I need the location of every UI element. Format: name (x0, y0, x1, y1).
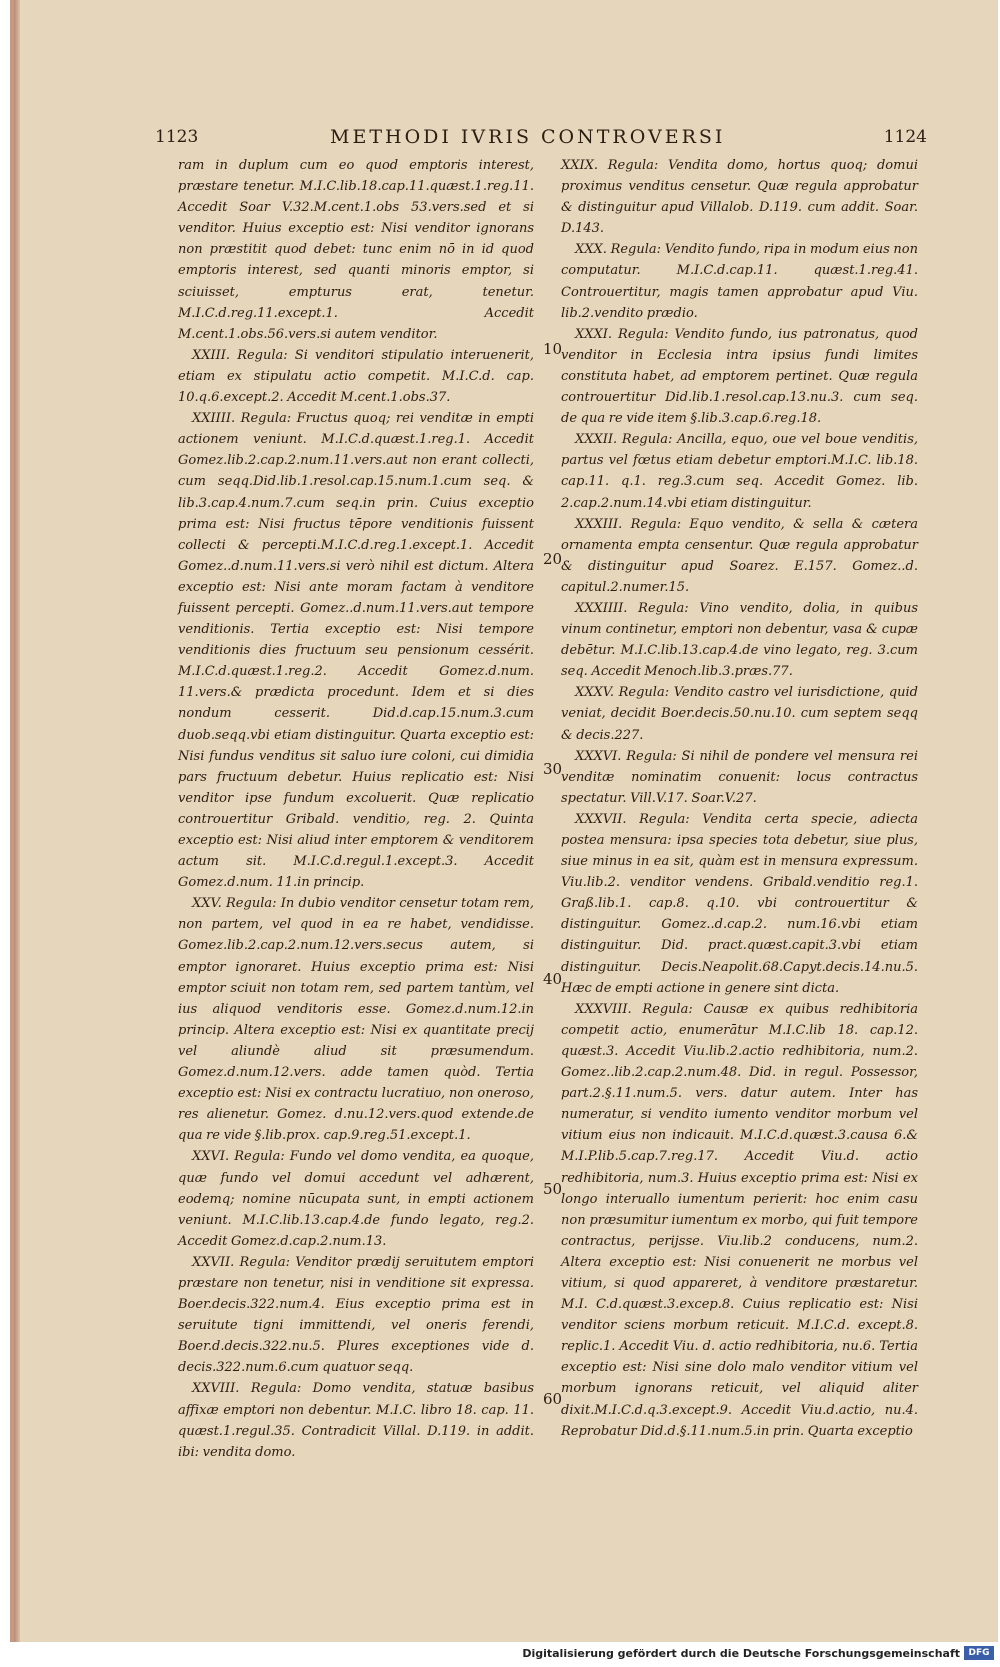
line-number: 50 (543, 1180, 563, 1198)
footer-bar (0, 1642, 1000, 1667)
right-text-column (561, 155, 918, 1442)
digitization-credit: Digitalisierung gefördert durch die Deutsche Forschungsgemeinschaft (522, 1647, 960, 1660)
line-number: 30 (543, 760, 563, 778)
paragraph: XXVII. Regula: Venditor prædij seruitutem emptori præstare non tenetur, nisi in venditione sit expressa. Boer.decis.322.num.4. Eius exceptio prima est in seruitute tigni immittendi, vel oneris ferendi, Boer.d.decis.322.nu.5. Plures exceptiones vide d. decis.322.num.6.cum quatuor seqq. (178, 1254, 534, 1376)
paragraph: XXVIII. Regula: Domo vendita, statuæ basibus affixæ emptori non debentur. M.I.C. libro 18. cap. 11. quæst.1.regul.35. Contradicit Villal. D.119. in addit. ibi: vendita domo. (178, 1381, 534, 1460)
paragraph: XXVI. Regula: Fundo vel domo vendita, ea quoque, quæ fundo vel domui accedunt vel adhærent, eodemq; nomine nūcupata sunt, in empti actionem veniunt. M.I.C.lib.13.cap.4.de fundo legato, reg.2. Accedit Gomez.d.cap.2.num.13. (178, 1149, 534, 1249)
line-number: 10 (543, 340, 563, 358)
paragraph: XXX. Regula: Vendito fundo, ripa in modum eius non computatur. M.I.C.d.cap.11. quæst.1.reg.41. Controuertitur, magis tamen approbatur apud Viu. lib.2.vendito prædio. (561, 242, 918, 321)
left-text-column (178, 155, 534, 1463)
paragraph: XXXI. Regula: Vendito fundo, ius patronatus, quod venditor in Ecclesia intra ipsius fundi limites constituta habet, ad emptorem pertinet. Quæ regula controuertitur Did.lib.1.resol.cap.13.nu.3. cum seq. de qua re vide item §.lib.3.cap.6.reg.18. (561, 326, 918, 427)
paragraph: XXXV. Regula: Vendito castro vel iurisdictione, quid veniat, decidit Boer.decis.50.nu.10. cum septem seqq & decis.227. (561, 685, 918, 743)
page-edge (14, 0, 20, 1642)
paragraph: XXXII. Regula: Ancilla, equo, oue vel boue venditis, partus vel fœtus etiam debetur emptori.M.I.C. lib.18. cap.11. q.1. reg.3.cum seq. Accedit Gomez. lib. 2.cap.2.num.14.vbi etiam distinguitur. (561, 432, 918, 511)
paragraph: XXIX. Regula: Vendita domo, hortus quoq; domui proximus venditus censetur. Quæ regula approbatur & distinguitur apud Villalob. D.119. cum addit. Soar. D.143. (561, 158, 918, 237)
paragraph: XXIII. Regula: Si venditori stipulatio interuenerit, etiam ex stipulatu actio competit. M.I.C.d. cap. 10.q.6.except.2. Accedit M.cent.1.obs.37. (178, 347, 534, 406)
paragraph: XXXIIII. Regula: Vino vendito, dolia, in quibus vinum continetur, emptori non debentur, vasa & cupæ debētur. M.I.C.lib.13.cap.4.de vino legato, reg. 3.cum seq. Accedit Menoch.lib.3.præs.77. (561, 600, 918, 680)
paragraph: XXIIII. Regula: Fructus quoq; rei venditæ in empti actionem veniunt. M.I.C.d.quæst.1.reg.1. Accedit Gomez.lib.2.cap.2.num.11.vers.aut non erant collecti, cum seqq.Did.lib.1.resol.cap.15.num.1.cum seq. & lib.3.cap.4.num.7.cum seq.in prin. Cuius exceptio prima est: Nisi fructus tēpore venditionis fuissent collecti & percepti.M.I.C.d.reg.1.except.1. Accedit Gomez..d.num.11.vers.si verò nihil est dictum. Altera exceptio est: Nisi ante moram factam à venditore fuissent percepti. Gomez..d.num.11.vers.aut tempore venditionis. Tertia exceptio est: Nisi tempore venditionis dies fructuum seu pensionum cessérit. M.I.C.d.quæst.1.reg.2. Accedit Gomez.d.num. 11.vers.& prædicta procedunt. Idem et si dies nondum cesserit. Did.d.cap.15.num.3.cum duob.seqq.vbi etiam distinguitur. Quarta exceptio est: Nisi fundus venditus sit saluo iure coloni, cui dimidia pars fructuum debetur. Huius replicatio est: Nisi venditor ipse fundum excoluerit. Quæ replicatio controuertitur Gribald. venditio, reg. 2. Quinta exceptio est: Nisi aliud inter emptorem & venditorem actum sit. M.I.C.d.regul.1.except.3. Accedit Gomez.d.num. 11.in princip. (178, 411, 534, 891)
line-number: 40 (543, 970, 563, 988)
line-number: 60 (543, 1390, 563, 1408)
paragraph: XXV. Regula: In dubio venditor censetur totam rem, non partem, vel quod in ea re habet, vendidisse. Gomez.lib.2.cap.2.num.12.vers.secus autem, si emptor ignoraret. Huius exceptio prima est: Nisi emptor sciuit non totam rem, sed partem tantùm, vel ius aliquod venditoris esse. Gomez.d.num.12.in princip. Altera exceptio est: Nisi ex quantitate precij vel aliundè aliud sit præsumendum. Gomez.d.num.12.vers. adde tamen quòd. Tertia exceptio est: Nisi ex contractu lucratiuo, non oneroso, res alienetur. Gomez. d.nu.12.vers.quod extende.de qua re vide §.lib.prox. cap.9.reg.51.except.1. (178, 896, 534, 1144)
paragraph: XXXIII. Regula: Equo vendito, & sella & cætera ornamenta empta censentur. Quæ regula approbatur & distinguitur apud Soarez. E.157. Gomez..d. capitul.2.numer.15. (561, 516, 918, 595)
running-header (155, 127, 935, 153)
running-title: METHODI IVRIS CONTROVERSI (330, 126, 726, 148)
line-number: 20 (543, 550, 563, 568)
left-page-number: 1123 (155, 127, 199, 147)
paragraph: XXXVII. Regula: Vendita certa specie, adiecta postea mensura: ipsa species tota debetur, siue plus, siue minus in ea sit, quàm est in mensura expressum. Viu.lib.2. venditor vendens. Gribald.venditio reg.1. Graß.lib.1. cap.8. q.10. vbi controuertitur & distinguitur. Gomez..d.cap.2. num.16.vbi etiam distinguitur. Did. pract.quæst.capit.3.vbi etiam distinguitur. Decis.Neapolit.68.Capyt.decis.14.nu.5. Hæc de empti actione in genere sint dicta. (561, 811, 918, 996)
right-page-number: 1124 (883, 127, 927, 147)
paragraph: XXXVIII. Regula: Causæ ex quibus redhibitoria competit actio, enumerātur M.I.C.lib 18. cap.12. quæst.3. Accedit Viu.lib.2.actio redhibitoria, num.2. Gomez..lib.2.cap.2.num.48. Did. in regul. Possessor, part.2.§.11.num.5. vers. datur autem. Inter has numeratur, si vendito iumento venditor morbum vel vitium eius non indicauit. M.I.C.d.quæst.3.causa 6.& M.I.P.lib.5.cap.7.reg.17. Accedit Viu.d. actio redhibitoria, num.3. Huius exceptio prima est: Nisi ex longo interuallo iumentum perierit: hoc enim casu non præsumitur iumentum ex morbo, qui fuit tempore contractus, perijsse. Viu.lib.2 conducens, num.2. Altera exceptio est: Nisi conuenerit ne morbus vel vitium, si quod appareret, à venditore præstaretur. M.I. C.d.quæst.3.excep.8. Cuius replicatio est: Nisi venditor sciens morbum reticuit. M.I.C.d. except.8. replic.1. Accedit Viu. d. actio redhibitoria, nu.6. Tertia exceptio est: Nisi sine dolo malo venditor vitium vel morbum ignorans reticuit, vel aliquid aliter dixit.M.I.C.d.q.3.except.9. Accedit Viu.d.actio, nu.4. Reprobatur Did.d.§.11.num.5.in prin. Quarta exceptio (561, 1001, 918, 1439)
paragraph: XXXVI. Regula: Si nihil de pondere vel mensura rei venditæ nominatim conuenit: locus contractus spectatur. Vill.V.17. Soar.V.27. (561, 748, 918, 806)
paragraph: ram in duplum cum eo quod emptoris interest, præstare tenetur. M.I.C.lib.18.cap.11.quæst.1.reg.11. Accedit Soar V.32.M.cent.1.obs 53.vers.sed et si venditor. Huius exceptio est: Nisi venditor ignorans non præstitit quod debet: tunc enim nō in id quod emptoris interest, sed quanti minoris emptor, si sciuisset, empturus erat, tenetur. M.I.C.d.reg.11.except.1. Accedit M.cent.1.obs.56.vers.si autem venditor. (178, 158, 534, 342)
dfg-logo: DFG (964, 1646, 994, 1660)
